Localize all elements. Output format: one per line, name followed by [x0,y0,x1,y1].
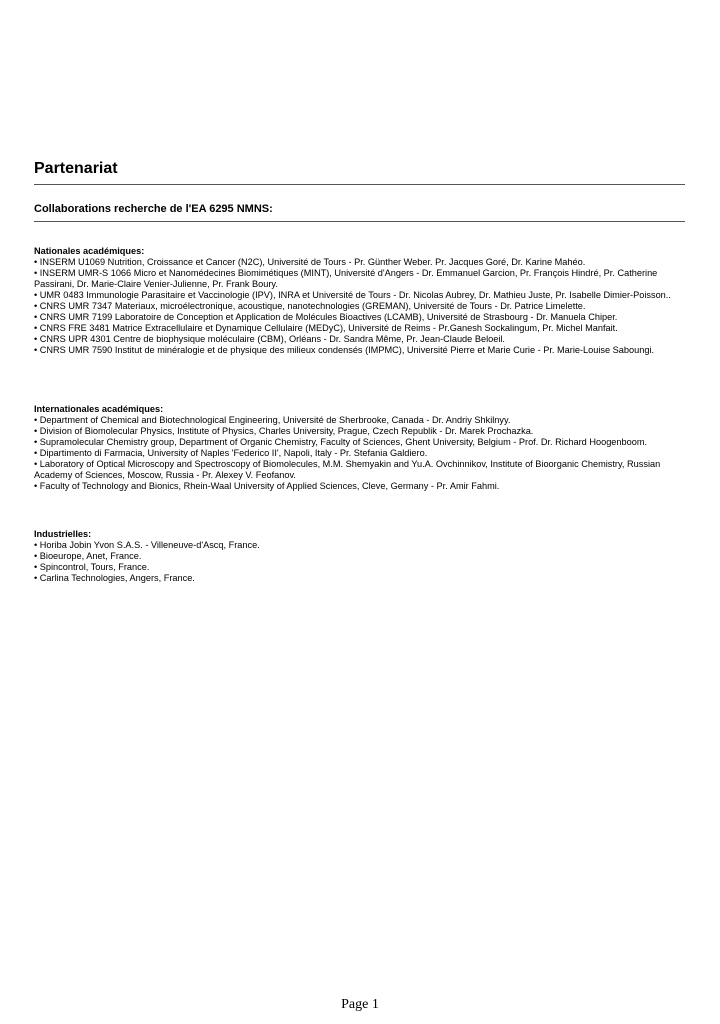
list-item: • Supramolecular Chemistry group, Department of Organic Chemistry, Faculty of Sciences, Ghent University, Belgium - Prof. Dr. Richard Hoogenboom. [34,437,648,447]
list-item: • Division of Biomolecular Physics, Institute of Physics, Charles University, Prague, Czech Republik - Dr. Marek Prochazka. [34,426,534,436]
list-item: • Laboratory of Optical Microscopy and Spectroscopy of Biomolecules, M.M. Shemyakin and Yu.A. Ovchinnikov, Institute of Bioorganic Chemistry, Russian Academy of Sciences, Moscow, Russia - Pr. Alexey V. Feofanov. [34,459,661,480]
title-divider [34,184,685,185]
list-item: • CNRS UMR 7590 Institut de minéralogie et de physique des milieux condensés (IMPMC), Université Pierre et Marie Curie - Pr. Marie-Louise Saboungi. [34,345,655,355]
section-national-academic [34,246,674,356]
page-title: Partenariat [34,160,118,177]
section-subtitle: Collaborations recherche de l'EA 6295 NMNS: [34,203,273,215]
list-item: • Dipartimento di Farmacia, University of Naples 'Federico II', Napoli, Italy - Pr. Stefania Galdiero. [34,448,428,458]
list-item: • CNRS UMR 7347 Materiaux, microélectronique, acoustique, nanotechnologies (GREMAN), Université de Tours - Dr. Patrice Limelette. [34,301,586,311]
section-heading: Nationales académiques: [34,246,145,256]
section-heading: Internationales académiques: [34,404,164,414]
list-item: • Carlina Technologies, Angers, France. [34,573,195,583]
list-item: • INSERM UMR-S 1066 Micro et Nanomédecines Biomimétiques (MINT), Université d'Angers - Dr. Emmanuel Garcion, Pr. François Hindré, Pr. Catherine Passirani, Dr. Marie-Claire Venier-Julienne, Pr. Frank Boury. [34,268,658,289]
section-international-academic [34,404,674,492]
page-number: Page 1 [341,997,379,1012]
list-item: • Bioeurope, Anet, France. [34,551,142,561]
partner-list [34,415,674,492]
list-item: • Spincontrol, Tours, France. [34,562,150,572]
list-item: • Department of Chemical and Biotechnological Engineering, Université de Sherbrooke, Canada - Dr. Andriy Shkilnyy. [34,415,511,425]
subtitle-divider [34,221,685,222]
section-industrial [34,529,674,584]
section-heading: Industrielles: [34,529,92,539]
list-item: • INSERM U1069 Nutrition, Croissance et Cancer (N2C), Université de Tours - Pr. Günther Weber. Pr. Jacques Goré, Dr. Karine Mahéo. [34,257,586,267]
list-item: • Horiba Jobin Yvon S.A.S. - Villeneuve-d'Ascq, France. [34,540,260,550]
partner-list [34,257,674,356]
partner-list [34,540,674,584]
list-item: • Faculty of Technology and Bionics, Rhein-Waal University of Applied Sciences, Cleve, Germany - Pr. Amir Fahmi. [34,481,500,491]
list-item: • CNRS UMR 7199 Laboratoire de Conception et Application de Molécules Bioactives (LCAMB), Université de Strasbourg - Dr. Manuela Chiper. [34,312,618,322]
list-item: • CNRS FRE 3481 Matrice Extracellulaire et Dynamique Cellulaire (MEDyC), Université de Reims - Pr.Ganesh Sockalingum, Pr. Michel Manfait. [34,323,618,333]
list-item: • UMR 0483 Immunologie Parasitaire et Vaccinologie (IPV), INRA et Université de Tours - Dr. Nicolas Aubrey, Dr. Mathieu Juste, Pr. Isabelle Dimier-Poisson.. [34,290,671,300]
list-item: • CNRS UPR 4301 Centre de biophysique moléculaire (CBM), Orléans - Dr. Sandra Même, Pr. Jean-Claude Beloeil. [34,334,505,344]
